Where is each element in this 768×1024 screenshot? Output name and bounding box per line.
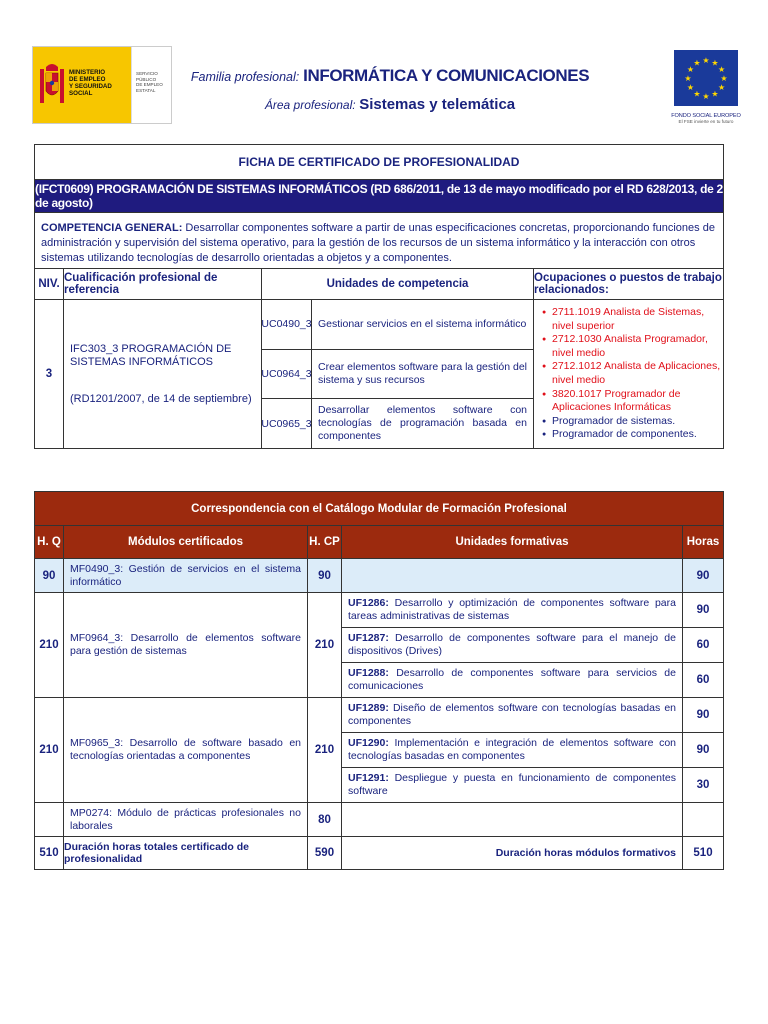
horas-value: 60 [683,628,723,663]
total-row [35,837,723,869]
eu-star-icon: ★ [693,89,701,99]
modulo-name: MF0490_3: Gestión de servicios en el sistema informático [64,559,308,592]
horas-value: 90 [696,569,710,582]
eu-star-icon: ★ [711,89,719,99]
ocupacion-item: ● Programador de sistemas. [542,415,723,429]
eu-star-icon: ★ [686,65,694,74]
total-hcp: 590 [308,837,342,869]
col-hq: H. Q [35,526,64,558]
ocupaciones-list [542,306,723,442]
eu-star-icon: ★ [684,74,692,83]
catalogo-table [34,491,724,870]
eu-star-icon: ★ [720,74,728,83]
fse-logo [666,50,746,132]
title-block [180,66,600,113]
hcp-value: 90 [308,559,342,592]
uf-list [342,593,683,697]
hq-value: 210 [35,698,64,802]
modulo-name: MF0964_3: Desarrollo de elementos software para gestión de sistemas [64,593,308,697]
unidad-row [262,300,533,350]
unidad-row [262,399,533,448]
fse-slogan: El FSE invierte en tu futuro [678,119,734,124]
uf-empty [342,803,683,836]
ocupacion-item: ● 3820.1017 Programador de Aplicaciones Informáticas [542,388,723,415]
ocupacion-item: ● 2711.1019 Analista de Sistemas, nivel superior [542,306,723,333]
ficha-table [34,144,724,449]
hcp-value: 80 [308,803,342,836]
unidad-desc: Gestionar servicios en el sistema informático [318,317,527,330]
uf-item: UF1288: Desarrollo de componentes software para servicios de comunicaciones [348,667,676,692]
horas-empty [683,803,723,836]
spain-crest-icon [39,59,65,109]
ocupacion-item: ● Programador de componentes. [542,428,723,442]
col-unidades: Unidades de competencia [262,269,534,299]
unidad-desc: Crear elementos software para la gestión del sistema y sus recursos [318,361,527,386]
unidad-code: UC0965_3 [262,399,312,448]
total-hq: 510 [35,837,64,869]
table-row [35,803,723,837]
ministry-logo [32,46,172,124]
cualificacion-name: IFC303_3 PROGRAMACIÓN DE SISTEMAS INFORMÁTICOS [70,342,232,368]
horas-value: 90 [683,593,723,628]
uf-empty [342,559,683,592]
table-row [35,698,723,803]
familia-profesional: Familia profesional: INFORMÁTICA Y COMUNICACIONES [190,66,590,85]
col-unidades-formativas: Unidades formativas [342,526,683,558]
eu-star-icon: ★ [702,92,710,101]
uf-list [342,698,683,802]
uf-item: UF1286: Desarrollo y optimización de componentes software para tareas administrativas de sistemas [342,593,682,628]
hq-value: 90 [35,559,64,592]
horas-value: 30 [696,779,710,791]
competencia-general: COMPETENCIA GENERAL: Desarrollar componentes software a partir de unas especificaciones concretas, proporcionando funciones de administración y supervisión del sistema operativo, para la gestión de los recursos de un sistema informático y la interacción con otros sistemas utilizando tecnologías de desarrollo orientadas a objetos y a componentes. [35,213,723,269]
uf-item: UF1290: Implementación e integración de elementos software con tecnologías basadas en componentes [342,733,682,768]
col-modulos: Módulos certificados [64,526,308,558]
catalogo-title: Correspondencia con el Catálogo Modular de Formación Profesional [35,492,723,526]
modulo-name: MF0965_3: Desarrollo de software basado en tecnologías orientadas a componentes [64,698,308,802]
fse-name: FONDO SOCIAL EUROPEO [671,113,741,119]
eu-star-icon: ★ [718,83,726,92]
hq-empty [35,803,64,836]
total-label-left: Duración horas totales certificado de profesionalidad [64,837,308,869]
col-cualificacion: Cualificación profesional de referencia [64,269,262,299]
unidad-desc: Desarrollar elementos software con tecnologías de programación basada en componentes [318,404,527,443]
area-profesional: Área profesional: Sistemas y telemática [264,96,516,113]
hcp-value: 210 [308,593,342,697]
catalogo-column-headers [35,526,723,559]
cualificacion-cell [64,300,262,448]
horas-value: 60 [696,674,710,686]
ministry-logo-yellow [33,47,131,123]
horas-value: 90 [683,698,723,733]
eu-star-icon: ★ [693,58,701,68]
total-label-right: Duración horas módulos formativos [342,837,683,869]
ocupacion-item: ● 2712.1030 Analista Programador, nivel medio [542,333,723,360]
total-horas: 510 [693,847,713,859]
uf-item: UF1289: Diseño de elementos software con tecnologías basadas en componentes [342,698,682,733]
unidad-row [262,350,533,400]
ficha-body-row [35,300,723,448]
table-row [35,559,723,593]
col-horas: Horas [686,536,720,548]
horas-list [683,593,723,697]
cualificacion-rd: (RD1201/2007, de 14 de septiembre) [70,392,252,405]
eu-star-icon: ★ [711,58,719,68]
col-ocupaciones: Ocupaciones o puestos de trabajo relacionados: [534,272,722,296]
horas-value: 90 [683,733,723,768]
eu-flag-icon [674,50,738,106]
eu-star-icon: ★ [702,56,710,65]
ocupacion-item: ● 2712.1012 Analista de Aplicaciones, nivel medio [542,360,723,387]
col-hcp: H. CP [308,526,342,558]
ficha-subtitle: (IFCT0609) PROGRAMACIÓN DE SISTEMAS INFORMÁTICOS (RD 686/2011, de 13 de mayo modificado por el RD 628/2013, de 2 de agosto) [35,180,723,213]
horas-list [683,698,723,802]
service-name: SERVICIO PÚBLICO DE EMPLEO ESTATAL [131,47,171,123]
eu-star-icon: ★ [686,83,694,92]
modulo-name: MP0274: Módulo de prácticas profesionales no laborales [64,803,308,836]
table-row [35,593,723,698]
uf-item: UF1287: Desarrollo de componentes software para el manejo de dispositivos (Drives) [342,628,682,663]
uf-item: UF1291: Despliegue y puesta en funcionamiento de componentes software [348,772,676,797]
hq-value: 210 [35,593,64,697]
unidades-cell [262,300,534,448]
ocupaciones-cell [534,300,723,448]
hcp-value: 210 [308,698,342,802]
eu-star-icon: ★ [718,65,726,74]
nivel-value: 3 [35,300,64,448]
unidad-code: UC0964_3 [262,350,312,399]
unidad-code: UC0490_3 [262,300,312,349]
ficha-column-headers [35,269,723,300]
ministry-name: MINISTERIO DE EMPLEO Y SEGURIDAD SOCIAL [69,69,112,97]
col-niv: NIV. [35,269,64,299]
ficha-title: FICHA DE CERTIFICADO DE PROFESIONALIDAD [35,145,723,180]
